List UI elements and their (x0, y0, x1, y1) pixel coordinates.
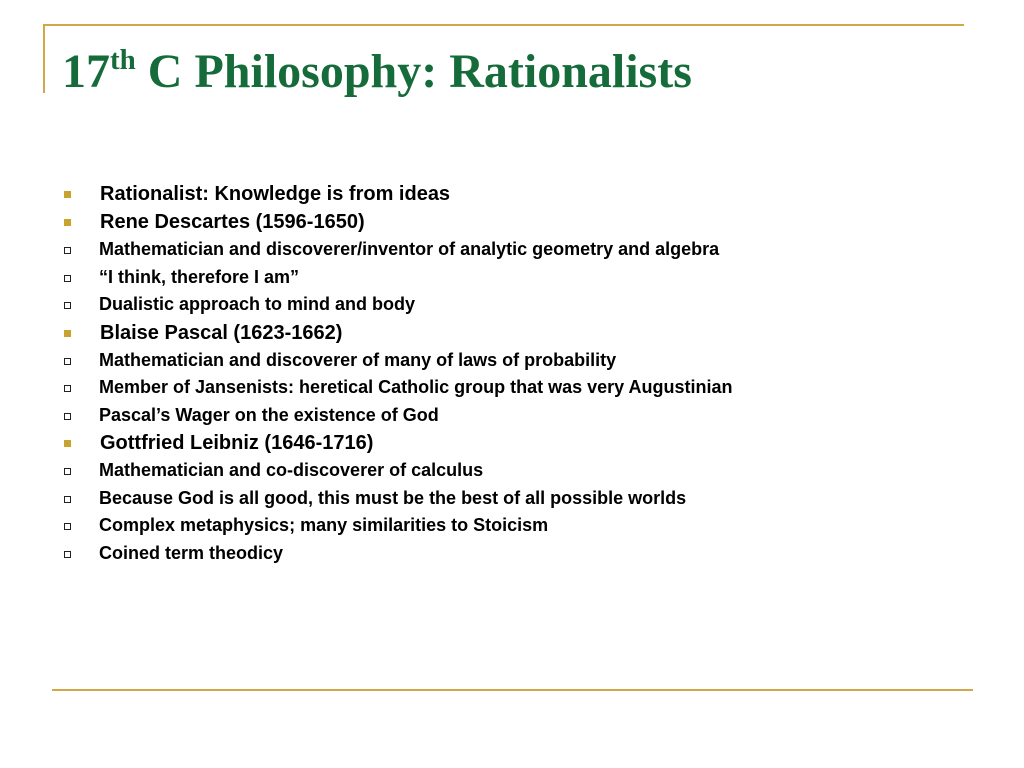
top-border-line (43, 24, 964, 26)
sub-bullet-text: Because God is all good, this must be the best of all possible worlds (99, 487, 687, 508)
bullet-item (62, 180, 962, 208)
bullet-text: Gottfried Leibniz (1646-1716) (100, 432, 374, 454)
hollow-square-bullet-icon (64, 523, 71, 530)
sub-bullet-text: Member of Jansenists: heretical Catholic group that was very Augustinian (99, 377, 733, 397)
bottom-border-line (52, 689, 973, 691)
sub-bullet-text: Mathematician and co-discoverer of calculus (99, 460, 484, 480)
sub-bullet-text: Mathematician and discoverer of many of laws of probability (99, 349, 617, 370)
sub-bullet-item (62, 291, 962, 319)
sub-bullet-item (62, 402, 962, 430)
sub-bullet-text: Mathematician and discoverer/inventor of analytic geometry and algebra (99, 239, 720, 259)
sub-bullet-item (62, 347, 962, 375)
sub-bullet-item (62, 374, 962, 402)
sub-bullet-text: Coined term theodicy (99, 542, 284, 563)
bullet-text: Rene Descartes (1596-1650) (100, 211, 365, 233)
sub-bullet-item (62, 540, 962, 568)
square-bullet-icon (64, 440, 71, 447)
bullet-text: Rationalist: Knowledge is from ideas (100, 183, 451, 205)
square-bullet-icon (64, 191, 71, 198)
sub-bullet-text: Complex metaphysics; many similarities to Stoicism (99, 515, 549, 535)
hollow-square-bullet-icon (64, 385, 71, 392)
sub-bullet-text: “I think, therefore I am” (99, 266, 300, 287)
sub-bullet-text: Dualistic approach to mind and body (99, 294, 416, 314)
sub-bullet-item (62, 485, 962, 513)
sub-bullet-item (62, 264, 962, 292)
hollow-square-bullet-icon (64, 358, 71, 365)
hollow-square-bullet-icon (64, 413, 71, 420)
square-bullet-icon (64, 330, 71, 337)
slide-title (62, 42, 692, 108)
square-bullet-icon (64, 219, 71, 226)
hollow-square-bullet-icon (64, 551, 71, 558)
hollow-square-bullet-icon (64, 247, 71, 254)
sub-bullet-item (62, 457, 962, 485)
sub-bullet-text: Pascal’s Wager on the existence of God (99, 404, 439, 425)
title-superscript: th (110, 44, 136, 76)
sub-bullet-item (62, 236, 962, 264)
hollow-square-bullet-icon (64, 275, 71, 282)
title-text: C Philosophy: Rationalists (135, 45, 692, 98)
hollow-square-bullet-icon (64, 496, 71, 503)
bullet-item (62, 319, 962, 347)
bullet-list (62, 180, 962, 567)
hollow-square-bullet-icon (64, 302, 71, 309)
title-number: 17 (62, 45, 110, 98)
left-border-line (43, 24, 45, 93)
bullet-item (62, 429, 962, 457)
bullet-text: Blaise Pascal (1623-1662) (100, 321, 343, 344)
slide-body (62, 180, 962, 567)
hollow-square-bullet-icon (64, 468, 71, 475)
bullet-item (62, 208, 962, 236)
sub-bullet-item (62, 512, 962, 540)
